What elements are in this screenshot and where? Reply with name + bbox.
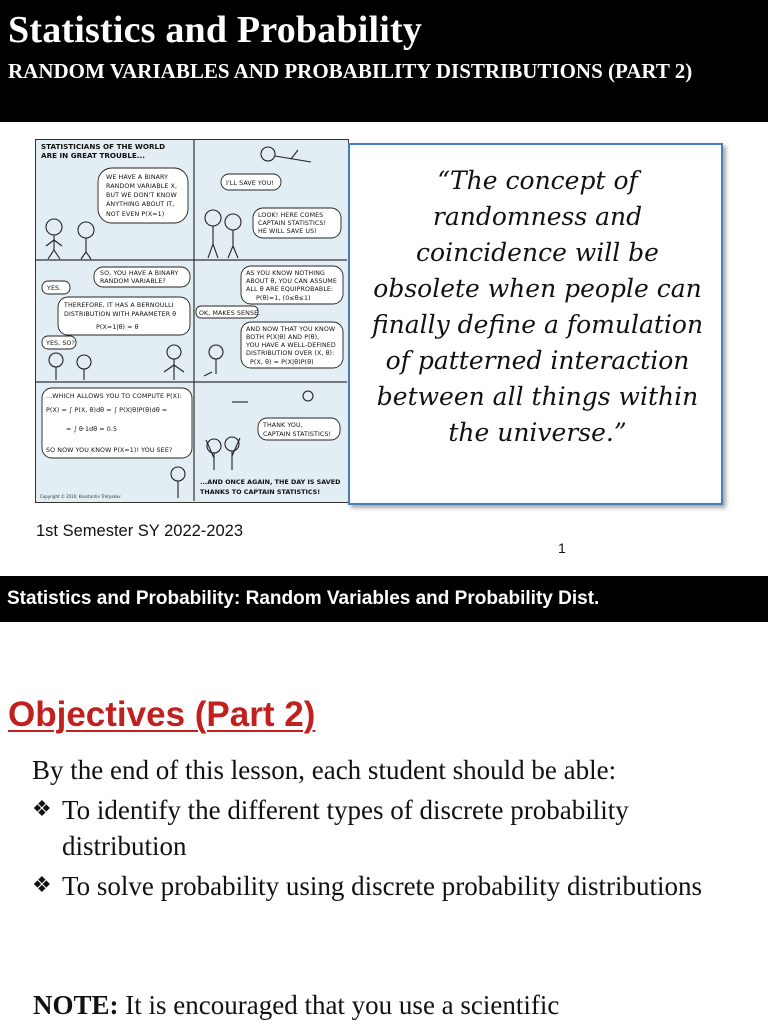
comic-text: LOOK! HERE COMES [258, 212, 324, 219]
diamond-bullet-icon: ❖ [32, 797, 52, 822]
page-number: 1 [558, 540, 566, 556]
objectives-intro: By the end of this lesson, each student should be able: [32, 755, 617, 785]
comic-text: = ∫ θ·1dθ = 0.5 [66, 426, 118, 433]
objective-text: To identify the different types of discrete probability distribution [62, 795, 629, 861]
comic-text: I'LL SAVE YOU! [226, 180, 274, 187]
stick-figure [171, 467, 185, 498]
stick-figures-group [49, 345, 184, 380]
comic-text: P(θ)=1, (0≤θ≤1) [256, 295, 311, 302]
comic-text: ANYTHING ABOUT IT, [106, 201, 175, 208]
objectives-body [32, 752, 752, 904]
objective-item [32, 792, 752, 864]
comic-text: THANK YOU, [263, 422, 303, 429]
comic-text: YOU HAVE A WELL-DEFINED [246, 342, 336, 349]
comic-text: P(X=1|θ) = θ [96, 324, 139, 331]
comic-text: OK, MAKES SENSE. [199, 310, 261, 317]
comic-panel1-title-a: STATISTICIANS OF THE WORLD [41, 142, 166, 151]
note-text: It is encouraged that you use a scientific [118, 990, 560, 1020]
comic-text: P(X) = ∫ P(X, θ)dθ = ∫ P(X|θ)P(θ)dθ = [46, 407, 168, 414]
comic-text: CAPTAIN STATISTICS! [258, 220, 327, 227]
comic-text: ABOUT θ, YOU CAN ASSUME [246, 278, 337, 285]
comic-text: CAPTAIN STATISTICS! [263, 431, 332, 438]
comic-text: WE HAVE A BINARY [106, 174, 169, 181]
comic-text: BOTH P(X|θ) AND P(θ), [246, 334, 320, 341]
quote-box [348, 143, 723, 505]
slide1-subtitle: RANDOM VARIABLES AND PROBABILITY DISTRIBUTIONS (PART 2) [8, 59, 693, 83]
slide1-title: Statistics and Probability [8, 9, 423, 51]
semester-label: 1st Semester SY 2022-2023 [36, 522, 243, 540]
slide2-header [0, 576, 768, 622]
note-label: NOTE: [33, 990, 119, 1020]
objective-text: To solve probability using discrete probability distributions [62, 871, 703, 901]
stick-figure-arrow [204, 345, 223, 376]
comic-caption-a: ...AND ONCE AGAIN, THE DAY IS SAVED [200, 478, 341, 486]
comic-text: ...WHICH ALLOWS YOU TO COMPUTE P(X): [46, 393, 182, 400]
slide1-header [0, 0, 768, 122]
comic-text: DISTRIBUTION WITH PARAMETER θ [64, 311, 177, 318]
comic-text: BUT WE DON'T KNOW [106, 192, 177, 199]
slide2-header-text: Statistics and Probability: Random Variables and Probability Dist. [7, 588, 600, 609]
comic-text: RANDOM VARIABLE X, [106, 183, 178, 190]
comic-text: SO NOW YOU KNOW P(X=1)! YOU SEE? [46, 447, 173, 454]
comic-text: DISTRIBUTION OVER (X, θ): [246, 350, 335, 357]
comic-text: AS YOU KNOW NOTHING [246, 270, 325, 277]
comic-text: ALL θ ARE EQUIPROBABLE: [246, 286, 334, 293]
comic-text: SO, YOU HAVE A BINARY [100, 270, 179, 277]
comic-text: THEREFORE, IT HAS A BERNOULLI [64, 302, 174, 309]
quote-text: “The concept of randomness and coincidence will be obsolete when people can finally define a fomulation of patterned interaction between all things within the universe.” [371, 166, 704, 447]
flying-hero-figure [205, 147, 311, 258]
note-line [33, 990, 559, 1021]
comic-copyright: Copyright © 2010, Konstantin Tretyakov [40, 494, 121, 499]
comic-text: YES. [47, 285, 62, 292]
diamond-bullet-icon: ❖ [32, 873, 52, 898]
objective-item [32, 868, 752, 904]
comic-text: P(X, θ) = P(X|θ)P(θ) [250, 359, 314, 366]
comic-text: AND NOW THAT YOU KNOW [246, 326, 336, 333]
comic-caption-b: THANKS TO CAPTAIN STATISTICS! [200, 488, 321, 496]
comic-strip [35, 139, 349, 503]
comic-panel1-title-b: ARE IN GREAT TROUBLE... [41, 151, 145, 160]
objectives-heading: Objectives (Part 2) [8, 695, 316, 734]
comic-illustration [36, 140, 347, 501]
comic-text: YES, SO? [46, 340, 75, 347]
comic-text: HE WILL SAVE US! [258, 228, 317, 235]
stick-figure [46, 219, 94, 259]
comic-text: NOT EVEN P(X=1) [106, 211, 165, 218]
comic-text: RANDOM VARIABLE? [100, 278, 166, 285]
